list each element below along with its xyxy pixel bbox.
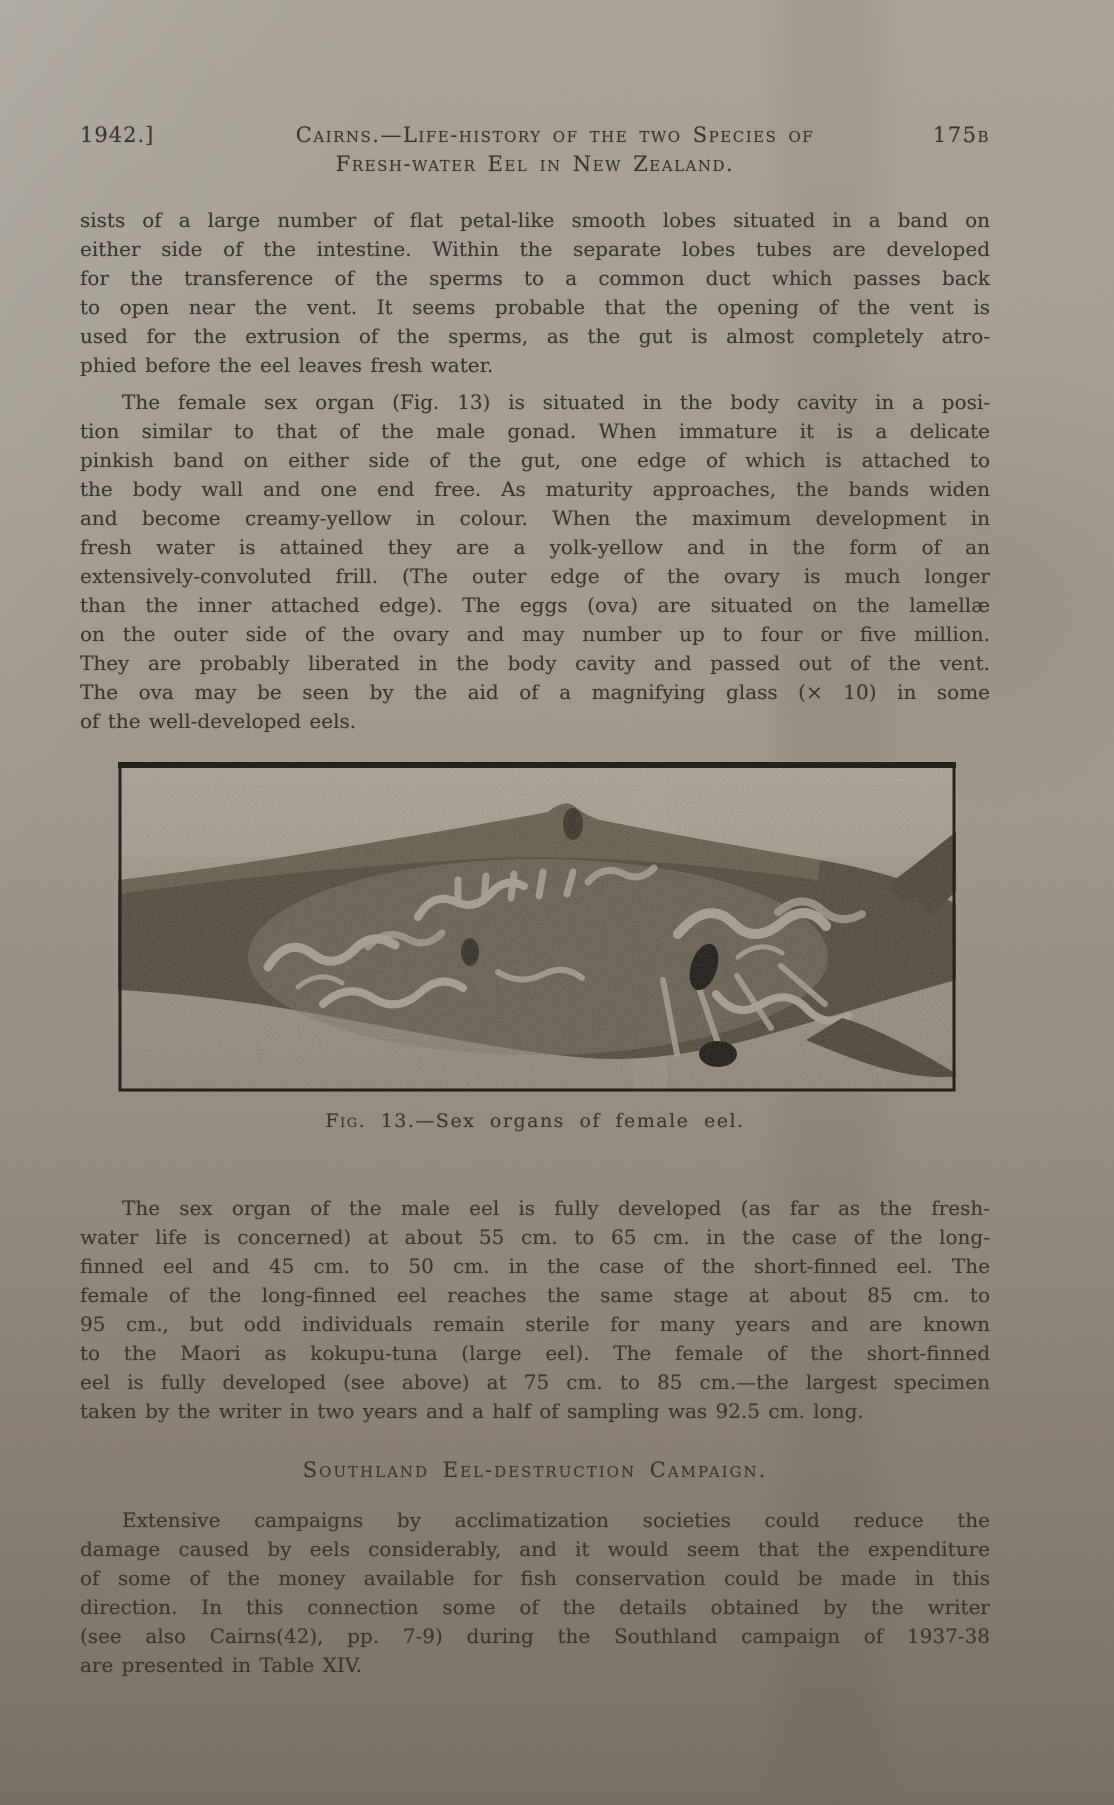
text-line: than the inner attached edge). The eggs (ova) are situated on the lamellæ: [80, 593, 990, 617]
figure-caption-label: Fig. 13.—: [325, 1110, 436, 1132]
text-line: direction. In this connection some of the details obtained by the writer: [80, 1595, 990, 1619]
text-line: extensively-convoluted frill. (The outer edge of the ovary is much longer: [80, 564, 990, 588]
text-line: are presented in Table XIV.: [80, 1653, 363, 1677]
text-line: taken by the writer in two years and a half of sampling was 92.5 cm. long.: [80, 1399, 864, 1423]
text-line: (see also Cairns(42), pp. 7-9) during the Southland campaign of 1937-38: [80, 1624, 990, 1648]
text-line: 95 cm., but odd individuals remain sterile for many years and are known: [80, 1312, 990, 1336]
text-line: fresh water is attained they are a yolk-yellow and in the form of an: [80, 535, 990, 559]
text-line: eel is fully developed (see above) at 75 cm. to 85 cm.—the largest specimen: [80, 1370, 990, 1394]
text-line: sists of a large number of flat petal-like smooth lobes situated in a band on: [80, 208, 990, 232]
text-line: tion similar to that of the male gonad. When immature it is a delicate: [80, 419, 990, 443]
paragraph-4: [80, 1506, 990, 1680]
header-running-title-line2: Fresh-water Eel in New Zealand.: [335, 152, 735, 176]
paragraph-1: [80, 206, 990, 380]
header-year: 1942.]: [80, 123, 155, 147]
text-line: water life is concerned) at about 55 cm. to 65 cm. in the case of the long-: [80, 1225, 990, 1249]
text-line: phied before the eel leaves fresh water.: [80, 353, 494, 377]
header-page-number: 175b: [932, 123, 990, 147]
text-line: The ova may be seen by the aid of a magnifying glass (× 10) in some: [80, 680, 990, 704]
text-line: and become creamy-yellow in colour. When the maximum development in: [80, 506, 990, 530]
text-line: damage caused by eels considerably, and it would seem that the expenditure: [80, 1537, 990, 1561]
section-heading: Southland Eel-destruction Campaign.: [302, 1458, 768, 1482]
text-line: The sex organ of the male eel is fully developed (as far as the fresh-: [122, 1196, 990, 1220]
text-line: to open near the vent. It seems probable that the opening of the vent is: [80, 295, 990, 319]
text-line: to the Maori as kokupu-tuna (large eel). The female of the short-finned: [80, 1341, 990, 1365]
paragraph-3: [80, 1194, 990, 1426]
page-header: [80, 122, 990, 148]
text-line: female of the long-finned eel reaches the same stage at about 85 cm. to: [80, 1283, 990, 1307]
text-line: either side of the intestine. Within the separate lobes tubes are developed: [80, 237, 990, 261]
text-line: of some of the money available for fish conservation could be made in this: [80, 1566, 990, 1590]
text-line: used for the extrusion of the sperms, as the gut is almost completely atro-: [80, 324, 990, 348]
paragraph-2: [80, 388, 990, 736]
header-running-title: Cairns.—Life-history of the two Species of: [295, 123, 815, 147]
text-line: on the outer side of the ovary and may number up to four or five million.: [80, 622, 990, 646]
text-line: The female sex organ (Fig. 13) is situated in the body cavity in a posi-: [122, 390, 990, 414]
text-line: of the well-developed eels.: [80, 709, 357, 733]
figure-13: [118, 762, 956, 1092]
text-line: the body wall and one end free. As maturity approaches, the bands widen: [80, 477, 990, 501]
figure-caption: [80, 1110, 990, 1132]
text-line: pinkish band on either side of the gut, one edge of which is attached to: [80, 448, 990, 472]
figure-caption-text: Sex organs of female eel.: [435, 1110, 745, 1132]
text-line: for the transference of the sperms to a common duct which passes back: [80, 266, 990, 290]
text-line: Extensive campaigns by acclimatization societies could reduce the: [122, 1508, 990, 1532]
text-line: finned eel and 45 cm. to 50 cm. in the case of the short-finned eel. The: [80, 1254, 990, 1278]
text-line: They are probably liberated in the body cavity and passed out of the vent.: [80, 651, 990, 675]
eel-photo-image: [118, 762, 956, 1092]
